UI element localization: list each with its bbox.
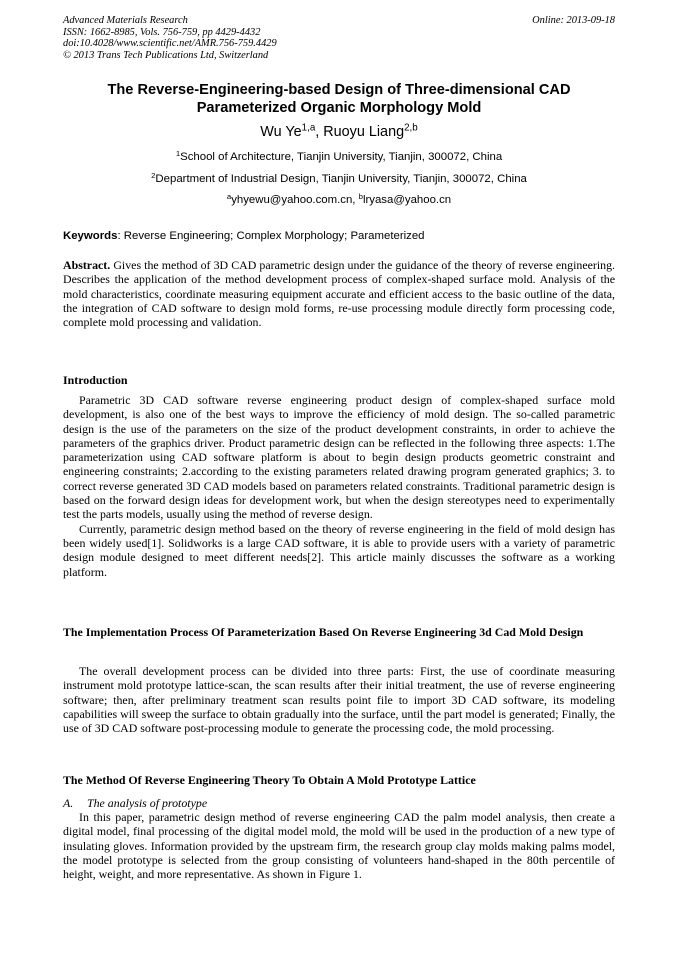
email-mark: a <box>226 191 232 201</box>
paragraph: The overall development process can be divided into three parts: First, the use of coordinate measuring instrument mold prototype lattice-scan, the scan results after their initial treatment, the use of reverse engineering software; then, after preliminary treatment scan results point file to import 3D CAD software, its modeling capabilities will sweep the surface to obtain gradually into the surface, until the part model is generated; Finally, the use of 3D CAD software post-processing module to generate the processing code, the mold processing. <box>63 664 615 736</box>
abstract <box>63 258 615 329</box>
doi-line: doi:10.4028/www.scientific.net/AMR.756-759.4429 <box>63 38 277 49</box>
affiliation-mark: 1 <box>175 148 181 158</box>
issn-line: ISSN: 1662-8985, Vols. 756-759, pp 4429-4432 <box>63 26 261 38</box>
subsection-label: A. <box>63 796 74 810</box>
author-name: Ruoyu Liang <box>323 124 405 140</box>
section-heading-introduction: Introduction <box>63 373 128 387</box>
abstract-label: Abstract. <box>63 258 111 272</box>
keywords-label: Keywords <box>63 230 118 242</box>
paragraph: Currently, parametric design method based on the theory of reverse engineering in the field of mold design has been widely used[1]. Solidworks is a large CAD software, it is able to provide users with a variety of parametric design module designed to meet different needs[2]. This article mainly discusses the software as a working platform. <box>63 521 615 579</box>
affiliation-text: Department of Industrial Design, Tianjin University, Tianjin, 300072, China <box>155 173 527 185</box>
affiliation-mark: 2 <box>151 170 156 180</box>
author-separator: , <box>315 124 324 140</box>
method-body <box>63 810 615 881</box>
email-b: lryasa@yahoo.cn <box>362 194 452 206</box>
author-name: Wu Ye <box>260 124 302 140</box>
journal-header <box>63 15 615 61</box>
journal-name: Advanced Materials Research <box>63 15 188 26</box>
section-heading-implementation: The Implementation Process Of Parameterization Based On Reverse Engineering 3d Cad Mold Design <box>63 625 584 639</box>
paper-title: The Reverse-Engineering-based Design of Three-dimensional CAD Parameterized Organic Morphology Mold <box>107 82 571 116</box>
affiliation-2 <box>63 172 615 186</box>
implementation-body <box>63 664 615 735</box>
author-emails <box>63 193 615 207</box>
affiliation-text: School of Architecture, Tianjin University, Tianjin, 300072, China <box>180 151 503 163</box>
subsection-heading <box>63 796 615 810</box>
introduction-body <box>63 393 615 579</box>
online-date: Online: 2013-09-18 <box>532 15 615 26</box>
section-heading-method: The Method Of Reverse Engineering Theory To Obtain A Mold Prototype Lattice <box>63 773 476 787</box>
paragraph: Parametric 3D CAD software reverse engineering product design of complex-shaped surface mold development, is also one of the best ways to improve the efficiency of mold design. The so-called parametric design is the use of the parameters on the size of the product development constraints, in order to achieve the parameters of the graphics driver. Product parametric design can be reflected in the following three aspects: 1.The parameterization using CAD software platform is about to begin design products geometric constraint and engineering constraints; 2.according to the existing parameters related drawing program generated graphics; 3. to correct reverse generated 3D CAD models based on parameters related constraints. Traditional parametric design is based on the forward design ideas for development work, but when the design stereotypes need to experimentally test the parts models, usually using the method of reverse design. <box>63 393 615 522</box>
author-affiliation-mark: 1,a <box>301 122 316 134</box>
paragraph: In this paper, parametric design method of reverse engineering CAD the palm model analysis, then create a digital model, final processing of the digital model mold, the mold will be used in the production of a new type of insulating gloves. Information provided by the upstream firm, the research group clay molds making palms model, the model prototype is selected from the group consisting of volunteers hand-shaped in the 80th percentile of height, weight, and more representative. As shown in Figure 1. <box>63 810 615 882</box>
keywords-line <box>63 229 615 243</box>
abstract-text: Gives the method of 3D CAD parametric design under the guidance of the theory of reverse engineering. Describes the application of the method development process of complex-shaped surface mold. Analysis of the mold characteristics, coordinate measuring equipment accurate and efficient access to the basic outline of the data, the integration of CAD software to design mold forms, re-use processing module directly form processing code, complete mold processing and validation. <box>63 258 615 330</box>
affiliation-1 <box>63 150 615 164</box>
author-line <box>63 123 615 141</box>
email-mark: b <box>358 191 363 201</box>
copyright-line: © 2013 Trans Tech Publications Ltd, Switzerland <box>63 49 269 61</box>
author-affiliation-mark: 2,b <box>404 122 418 134</box>
email-a: yhyewu@yahoo.com.cn, <box>231 194 359 206</box>
subsection-title: The analysis of prototype <box>87 796 208 810</box>
keywords-text: : Reverse Engineering; Complex Morphology; Parameterized <box>117 230 425 242</box>
